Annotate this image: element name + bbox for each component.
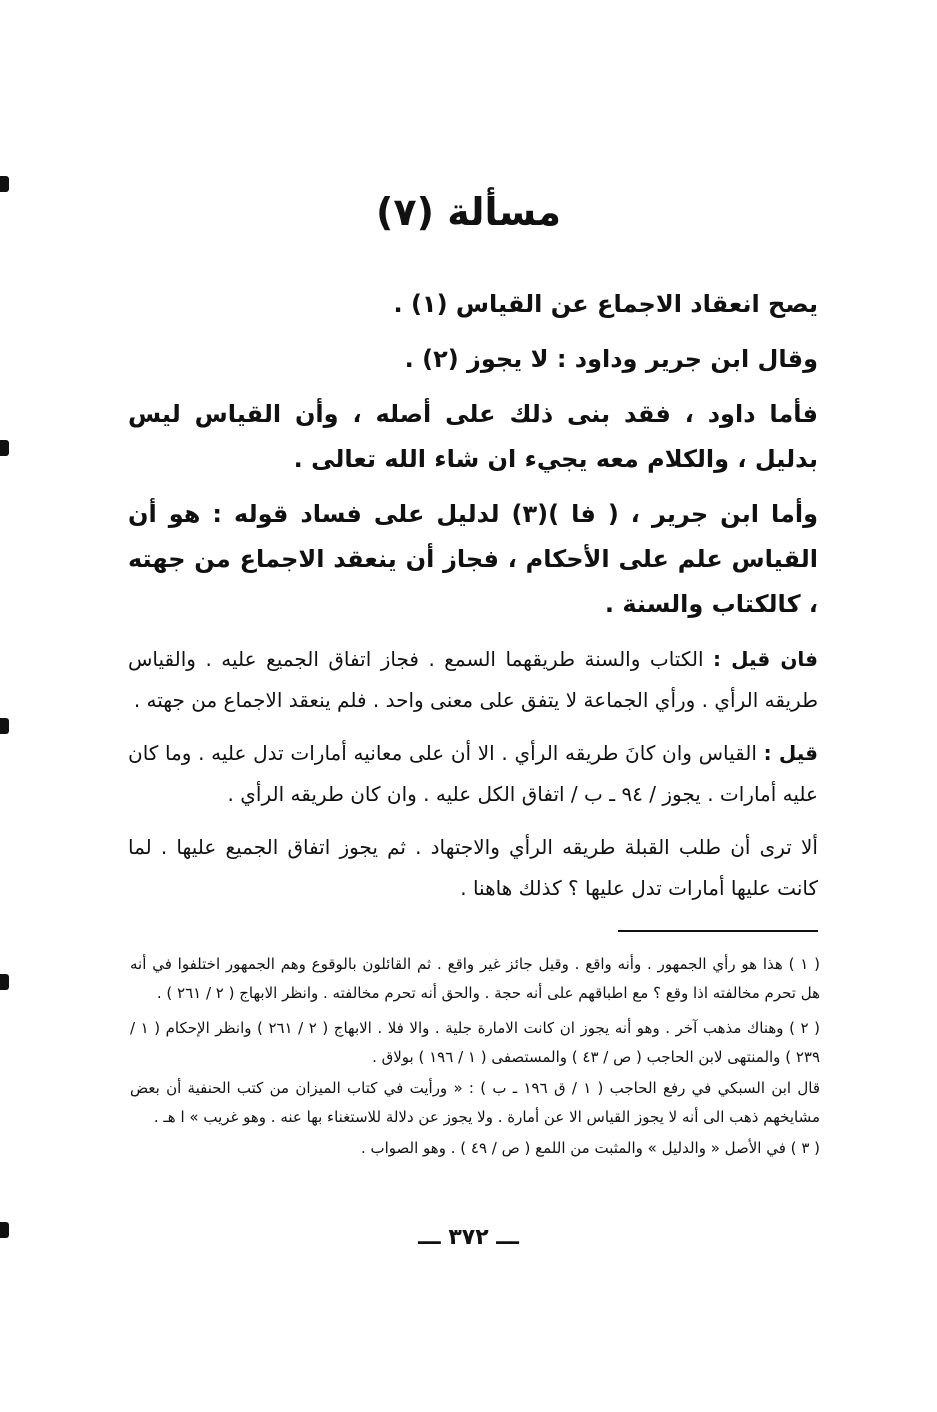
paragraph-7: ألا ترى أن طلب القبلة طريقه الرأي والاجتهاد . ثم يجوز اتفاق الجميع عليها . لما كانت عليها أمارات تدل عليها ؟ كذلك هاهنا . xyxy=(128,835,818,900)
paragraph-3: فأما داود ، فقد بنى ذلك على أصله ، وأن القياس ليس بدليل ، والكلام معه يجيء ان شاء الله تعالى . xyxy=(128,400,818,473)
footnote-separator xyxy=(618,930,818,932)
footnote-3: ( ٣ ) في الأصل « والدليل » والمثبت من اللمع ( ص / ٤٩ ) . وهو الصواب . xyxy=(360,1139,820,1157)
paragraph-6-lead: قيل : xyxy=(763,741,819,765)
paragraph-1: يصح انعقاد الاجماع عن القياس (١) . xyxy=(393,290,818,318)
footnote-2-continued: قال ابن السبكي في رفع الحاجب ( ١ / ق ١٩٦ ـ ب ) : « ورأيت في كتاب الميزان من كتب الحنفية أن بعض مشايخهم ذهب الى أنه لا يجوز القياس الا عن أمارة . ولا يجوز عن دلالة للاستغناء بها عنه . وهو غريب » ا هـ . xyxy=(130,1079,820,1126)
main-text xyxy=(128,282,818,909)
footnotes xyxy=(130,950,820,1163)
paragraph-5-lead: فان قيل : xyxy=(713,647,819,671)
footnote-1: ( ١ ) هذا هو رأي الجمهور . وأنه واقع . وقيل جائز غير واقع . ثم القائلون بالوقوع وهم الجمهور اختلفوا في أنه هل تحرم مخالفته اذا وقع ؟ مع اطباقهم على أنه حجة . والحق أنه تحرم مخالفته . وانظر الابهاج ( ٢ / ٢٦١ ) . xyxy=(130,955,820,1002)
paragraph-4: وأما ابن جرير ، ( فا )(٣) لدليل على فساد قوله : هو أن القياس علم على الأحكام ، فجاز أن ينعقد الاجماع من جهته ، كالكتاب والسنة . xyxy=(128,500,819,618)
paragraph-2: وقال ابن جرير وداود : لا يجوز (٢) . xyxy=(404,345,818,373)
paragraph-5-text: الكتاب والسنة طريقهما السمع . فجاز اتفاق الجميع عليه . والقياس طريقه الرأي . ورأي الجماعة لا يتفق على معنى واحد . فلم ينعقد الاجماع من جهته . xyxy=(128,647,818,712)
paragraph-5 xyxy=(128,639,818,721)
footnote-2: ( ٢ ) وهناك مذهب آخر . وهو أنه يجوز ان كانت الامارة جلية . والا فلا . الابهاج ( ٢ / ٢٦١ ) وانظر الإحكام ( ١ / ٢٣٩ ) والمنتهى لابن الحاجب ( ص / ٤٣ ) والمستصفى ( ١ / ١٩٦ ) بولاق . xyxy=(130,1019,820,1066)
scan-edge-mark xyxy=(0,440,9,456)
section-heading: مسألة (٧) xyxy=(376,190,561,234)
paragraph-6-text: القياس وان كانَ طريقه الرأي . الا أن على معانيه أمارات تدل عليه . وما كان عليه أمارات . يجوز / ٩٤ ـ ب / اتفاق الكل عليه . وان كان طريقه الرأي . xyxy=(128,741,818,806)
paragraph-6 xyxy=(128,733,818,815)
page-number: ـــ ٣٧٢ ـــ xyxy=(418,1225,519,1250)
scan-edge-mark xyxy=(0,974,9,990)
scan-edge-mark xyxy=(0,718,9,734)
